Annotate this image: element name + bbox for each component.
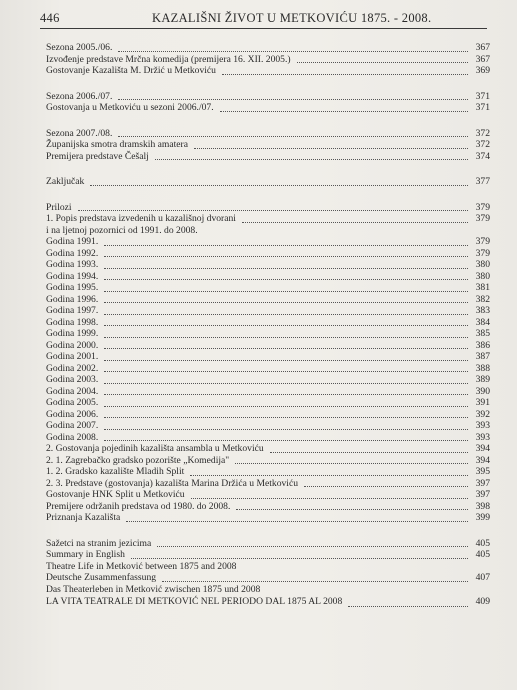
toc-entry: Godina 2008. 393	[46, 431, 490, 443]
toc-entry: Godina 1997. 383	[46, 305, 490, 316]
toc-entry: Županijska smotra dramskih amatera 372	[46, 139, 490, 150]
page-header	[40, 11, 487, 27]
table-of-contents	[46, 42, 490, 609]
toc-entry: 1. Popis predstava izvedenih u kazališnoj dvorani 379	[46, 213, 490, 224]
toc-entry: Gostovanje Kazališta M. Držić u Metkoviću 369	[46, 65, 490, 76]
toc-entry: Godina 1999. 385	[46, 328, 490, 339]
toc-entry: Priznanja Kazališta 399	[46, 512, 490, 523]
toc-entry: Gostovanja u Metkoviću u sezoni 2006./07. 371	[46, 102, 490, 113]
toc-entry: Godina 2004. 390	[46, 385, 490, 397]
page-number: 446	[40, 11, 60, 25]
toc-entry: Godina 1993. 380	[46, 259, 490, 270]
toc-entry: Godina 1992. 379	[46, 247, 490, 259]
toc-entry: Das Theaterleben in Metković zwischen 1875 und 2008	[46, 583, 261, 595]
toc-entry: 2. Gostovanja pojedinih kazališta ansambla u Metkoviću 394	[46, 443, 490, 454]
running-title: KAZALIŠNI ŽIVOT U METKOVIĆU 1875. - 2008.	[152, 11, 432, 25]
toc-entry: Izvođenje predstave Mrčna komedija (premijera 16. XII. 2005.) 367	[46, 53, 490, 65]
header-rule	[40, 28, 487, 29]
toc-entry: Sezona 2006./07. 371	[46, 90, 490, 102]
toc-entry: LA VITA TEATRALE DI METKOVIĆ NEL PERIODO DAL 1875 AL 2008 409	[46, 596, 490, 607]
toc-entry: Godina 2001. 387	[46, 351, 490, 362]
toc-entry: Godina 1991. 379	[46, 236, 490, 247]
toc-entry: Prilozi 379	[46, 201, 490, 213]
toc-entry: Godina 2000. 386	[46, 339, 490, 351]
toc-entry: Godina 2006. 392	[46, 408, 490, 420]
toc-entry: Godina 1998. 384	[46, 316, 490, 328]
toc-entry: Godina 2003. 389	[46, 374, 490, 385]
toc-entry: Gostovanje HNK Split u Metkoviću 397	[46, 489, 490, 500]
toc-entry: Premijera predstave Češalj 374	[46, 150, 490, 162]
toc-entry: Godina 1995. 381	[46, 282, 490, 293]
toc-entry: Sezona 2007./08. 372	[46, 127, 490, 139]
toc-entry: 2. 3. Predstave (gostovanja) kazališta Marina Držića u Metkoviću 397	[46, 477, 490, 489]
toc-entry: Godina 2005. 391	[46, 397, 490, 408]
toc-entry: Godina 1996. 382	[46, 293, 490, 305]
toc-entry: Premijere održanih predstava od 1980. do 2008. 398	[46, 500, 490, 512]
toc-entry: Zaključak 377	[46, 176, 490, 187]
toc-entry: 1. 2. Gradsko kazalište Mladih Split 395	[46, 466, 490, 477]
toc-entry: Sezona 2005./06. 367	[46, 42, 490, 53]
toc-entry: Godina 2002. 388	[46, 362, 490, 374]
toc-entry: Theatre Life in Metković between 1875 and 2008	[46, 560, 237, 572]
toc-entry: 2. 1. Zagrebačko gradsko pozorište „Komedija" 394	[46, 454, 490, 466]
toc-entry: i na ljetnoj pozornici od 1991. do 2008.	[46, 224, 198, 236]
toc-entry: Summary in English 405	[46, 549, 490, 560]
toc-entry: Deutsche Zusammenfassung 407	[46, 572, 490, 583]
toc-entry: Godina 2007. 393	[46, 420, 490, 431]
toc-entry: Sažetci na stranim jezicima 405	[46, 537, 490, 549]
toc-entry: Godina 1994. 380	[46, 270, 490, 282]
